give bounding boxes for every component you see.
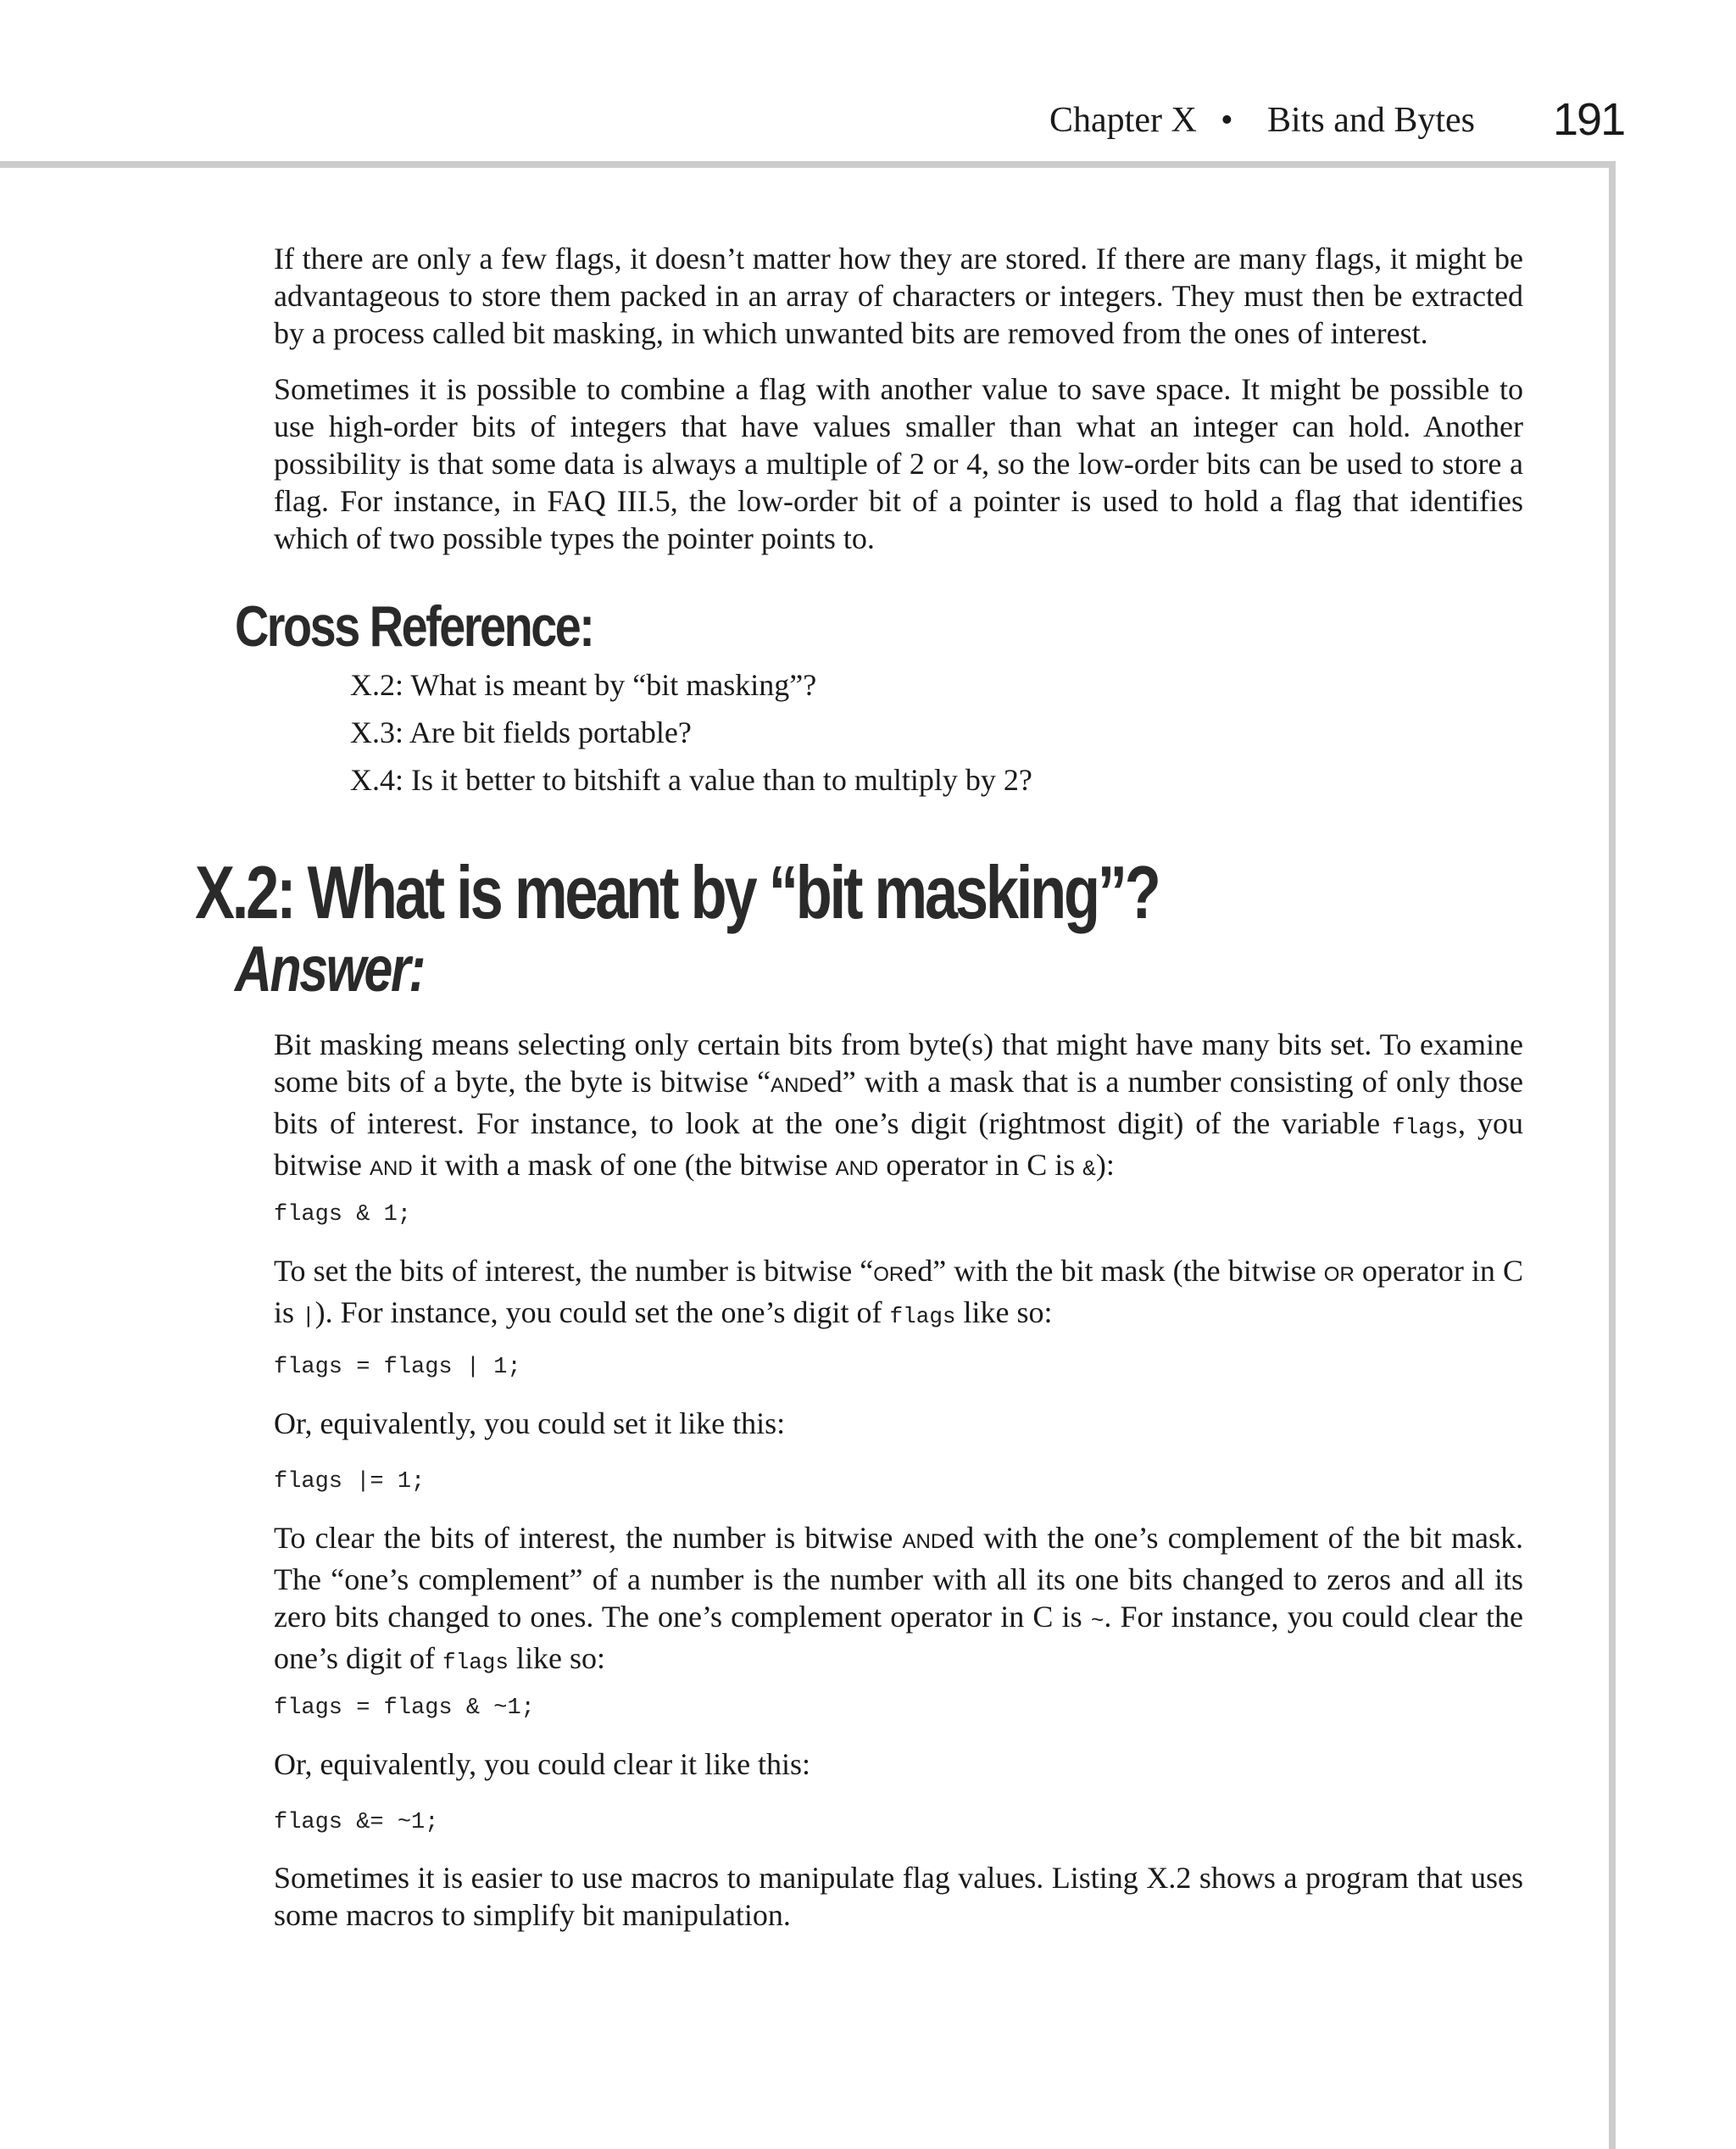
inline-code: flags <box>1392 1115 1459 1140</box>
intro-paragraph-2: Sometimes it is possible to combine a flag with another value to save space. It might be possible to use high-order bits of integers that have values smaller than what an integer can hold. Another possibility is that some data is always a multiple of 2 or 4, so the low-order bits can be used to store a flag. For instance, in FAQ III.5, the low-order bit of a pointer is used to hold a flag that identifies which of two possible types the pointer points to. <box>274 372 1523 555</box>
page-frame-right-rule <box>1609 161 1616 2149</box>
cross-reference-item[interactable]: X.4: Is it better to bitshift a value than to multiply by 2? <box>350 763 1032 797</box>
answer-paragraph-3: Or, equivalently, you could set it like this: <box>274 1406 786 1440</box>
cross-reference-heading: Cross Reference: <box>235 594 593 659</box>
code-line: flags & 1; <box>274 1202 412 1228</box>
intro-paragraph-1: If there are only a few flags, it doesn’t matter how they are stored. If there are many flags, it might be advantageous to store them packed in an array of characters or integers. They must then be extracted by a process called bit masking, in which unwanted bits are removed from the ones of interest. <box>274 242 1523 350</box>
answer-paragraph-5: Or, equivalently, you could clear it like this: <box>274 1747 811 1781</box>
inline-code: | <box>302 1304 315 1329</box>
chapter-label: Chapter X <box>1049 101 1197 140</box>
page-number: 191 <box>1553 94 1625 145</box>
page-frame-top-rule <box>0 161 1616 168</box>
answer-paragraph-2: To set the bits of interest, the number is bitwise “ORed” with the bit mask (the bitwise OR operator in C is |). For instance, you could set the one’s digit of flags like so: <box>274 1254 1523 1329</box>
code-line: flags = flags | 1; <box>274 1355 521 1380</box>
inline-code: flags <box>442 1650 509 1675</box>
answer-paragraph-1: Bit masking means selecting only certain bits from byte(s) that might have many bits set. To examine some bits of a byte, the byte is bitwise “ANDed” with a mask that is a number consisting of only those bits of interest. For instance, to look at the one’s digit (rightmost digit) of the variable flags, you bitwise AND it with a mask of one (the bitwise AND operator in C is &): <box>274 1027 1523 1182</box>
inline-code: ~ <box>1090 1608 1104 1634</box>
section-heading: X.2: What is meant by “bit masking”? <box>195 850 1159 934</box>
running-head <box>0 93 1625 153</box>
code-line: flags = flags & ~1; <box>274 1695 535 1721</box>
cross-reference-item[interactable]: X.3: Are bit fields portable? <box>350 715 692 749</box>
code-line: flags |= 1; <box>274 1469 426 1495</box>
cross-reference-item[interactable]: X.2: What is meant by “bit masking”? <box>350 668 817 702</box>
bullet-separator: • <box>1221 101 1233 140</box>
answer-paragraph-6: Sometimes it is easier to use macros to manipulate flag values. Listing X.2 shows a program that uses some macros to simplify bit manipulation. <box>274 1861 1523 1932</box>
code-line: flags &= ~1; <box>274 1810 439 1835</box>
chapter-title: Bits and Bytes <box>1267 101 1476 140</box>
answer-paragraph-4: To clear the bits of interest, the number is bitwise ANDed with the one’s complement of the bit mask. The “one’s complement” of a number is the number with all its one bits changed to zeros and all its zero bits changed to ones. The one’s complement operator in C is ~. For instance, you could clear the one’s digit of flags like so: <box>274 1521 1523 1675</box>
inline-code: flags <box>889 1304 956 1329</box>
inline-code: & <box>1082 1156 1096 1182</box>
answer-heading: Answer: <box>235 933 425 1005</box>
